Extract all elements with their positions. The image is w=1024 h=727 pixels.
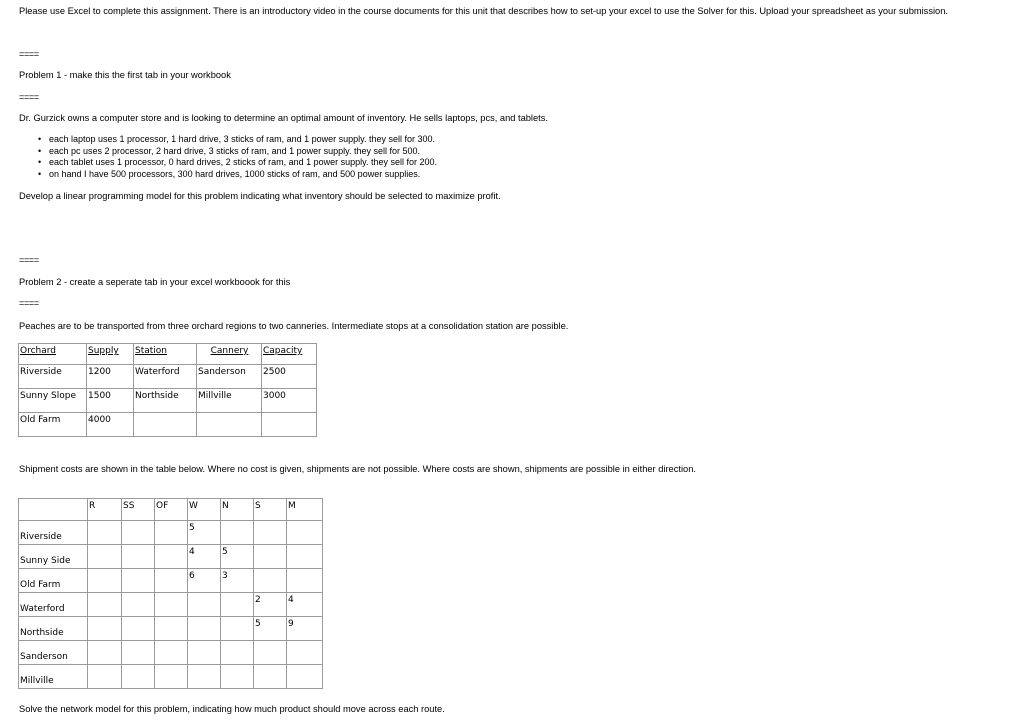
table-cell bbox=[188, 593, 221, 617]
table-cell: Sanderson bbox=[197, 365, 262, 389]
problem2-task: Solve the network model for this problem, indicating how much product should move across each route. bbox=[19, 704, 445, 714]
table-cell bbox=[88, 641, 122, 665]
table-cell bbox=[155, 665, 188, 689]
header-cell: R bbox=[88, 499, 122, 521]
header-cell: S bbox=[254, 499, 287, 521]
table-cell bbox=[287, 545, 323, 569]
table-cell: 5 bbox=[254, 617, 287, 641]
header-cell: SS bbox=[122, 499, 155, 521]
table-cell: Northside bbox=[134, 389, 197, 413]
table-cell: 9 bbox=[287, 617, 323, 641]
table-cell: 5 bbox=[221, 545, 254, 569]
table-cell: Sunny Side bbox=[19, 545, 88, 569]
table-cell bbox=[88, 665, 122, 689]
table-cell bbox=[122, 545, 155, 569]
table-cell bbox=[287, 569, 323, 593]
table-cell: Millville bbox=[19, 665, 88, 689]
table-cell: Old Farm bbox=[19, 569, 88, 593]
table-cell bbox=[155, 569, 188, 593]
table-row bbox=[19, 365, 317, 389]
table-cell: Waterford bbox=[134, 365, 197, 389]
list-item: • on hand I have 500 processors, 300 hard drives, 1000 sticks of ram, and 500 power supplies. bbox=[38, 169, 437, 181]
table-cell bbox=[254, 521, 287, 545]
table-cell: 4 bbox=[287, 593, 323, 617]
table-cell bbox=[155, 593, 188, 617]
header-cell: Supply bbox=[87, 344, 134, 365]
table-cell bbox=[88, 617, 122, 641]
table-cell bbox=[88, 521, 122, 545]
table-row bbox=[19, 617, 323, 641]
table-cell bbox=[262, 413, 317, 437]
table-cell bbox=[221, 593, 254, 617]
table-cell: Waterford bbox=[19, 593, 88, 617]
list-item: • each laptop uses 1 processor, 1 hard drive, 3 sticks of ram, and 1 power supply. they sell for 300. bbox=[38, 134, 437, 146]
table-cell: Northside bbox=[19, 617, 88, 641]
table-cell bbox=[155, 545, 188, 569]
header-cell: Capacity bbox=[262, 344, 317, 365]
table-cell bbox=[122, 569, 155, 593]
header-cell: OF bbox=[155, 499, 188, 521]
table-cell bbox=[188, 617, 221, 641]
table-cell bbox=[122, 641, 155, 665]
header-cell: N bbox=[221, 499, 254, 521]
table-cell bbox=[287, 521, 323, 545]
table-cell: 1500 bbox=[87, 389, 134, 413]
table-cell: Sunny Slope bbox=[19, 389, 87, 413]
problem1-description: Dr. Gurzick owns a computer store and is looking to determine an optimal amount of inventory. He sells laptops, pcs, and tablets. bbox=[19, 113, 548, 123]
table-row bbox=[19, 569, 323, 593]
table-cell bbox=[155, 641, 188, 665]
problem1-task: Develop a linear programming model for this problem indicating what inventory should be selected to maximize profit. bbox=[19, 191, 501, 201]
table-row bbox=[19, 413, 317, 437]
table-cell: 3 bbox=[221, 569, 254, 593]
table-cell bbox=[221, 641, 254, 665]
assignment-instructions: Please use Excel to complete this assignment. There is an introductory video in the course documents for this unit that describes how to set-up your excel to use the Solver for this. Upload your spreadsheet as your submission. bbox=[19, 6, 948, 16]
table-row bbox=[19, 389, 317, 413]
list-item: • each tablet uses 1 processor, 0 hard drives, 2 sticks of ram, and 1 power supply. they sell for 200. bbox=[38, 157, 437, 169]
table-row bbox=[19, 593, 323, 617]
table-header-row bbox=[19, 499, 323, 521]
header-cell: Cannery bbox=[197, 344, 262, 365]
table-row bbox=[19, 641, 323, 665]
table-cell: Sanderson bbox=[19, 641, 88, 665]
table-cell bbox=[188, 641, 221, 665]
table-header-row bbox=[19, 344, 317, 365]
table-cell: Riverside bbox=[19, 521, 88, 545]
table-cell bbox=[254, 641, 287, 665]
table-cell bbox=[134, 413, 197, 437]
table-cell: 4 bbox=[188, 545, 221, 569]
separator: ==== bbox=[19, 92, 39, 102]
table-cell: 2 bbox=[254, 593, 287, 617]
table-cell bbox=[122, 665, 155, 689]
table-cell: 4000 bbox=[87, 413, 134, 437]
separator: ==== bbox=[19, 298, 39, 308]
table-cell: 6 bbox=[188, 569, 221, 593]
table-cell bbox=[197, 413, 262, 437]
supply-capacity-table bbox=[18, 343, 317, 437]
table-cell: Old Farm bbox=[19, 413, 87, 437]
table-cell bbox=[122, 593, 155, 617]
table-cell bbox=[155, 617, 188, 641]
table-cell bbox=[88, 593, 122, 617]
table-cell: 3000 bbox=[262, 389, 317, 413]
header-cell: M bbox=[287, 499, 323, 521]
header-cell: Orchard bbox=[19, 344, 87, 365]
table-cell bbox=[221, 521, 254, 545]
table-cell bbox=[287, 665, 323, 689]
header-cell: Station bbox=[134, 344, 197, 365]
problem1-heading: Problem 1 - make this the first tab in your workbook bbox=[19, 70, 231, 80]
table-cell bbox=[155, 521, 188, 545]
table-cell bbox=[254, 665, 287, 689]
problem2-heading: Problem 2 - create a seperate tab in your excel workboook for this bbox=[19, 277, 291, 287]
table-cell bbox=[221, 617, 254, 641]
table-cell bbox=[221, 665, 254, 689]
table-cell: Millville bbox=[197, 389, 262, 413]
problem2-description: Peaches are to be transported from three orchard regions to two canneries. Intermediate stops at a consolidation station are possible. bbox=[19, 321, 569, 331]
table-cell: 2500 bbox=[262, 365, 317, 389]
table-cell bbox=[254, 545, 287, 569]
table-cell: Riverside bbox=[19, 365, 87, 389]
table-cell bbox=[188, 665, 221, 689]
table-cell bbox=[122, 521, 155, 545]
table-cell: 1200 bbox=[87, 365, 134, 389]
table-cell: 5 bbox=[188, 521, 221, 545]
shipment-cost-note: Shipment costs are shown in the table below. Where no cost is given, shipments are not possible. Where costs are shown, shipments are possible in either direction. bbox=[19, 464, 696, 474]
header-cell bbox=[19, 499, 88, 521]
table-cell bbox=[122, 617, 155, 641]
table-row bbox=[19, 545, 323, 569]
table-cell bbox=[254, 569, 287, 593]
shipment-cost-table bbox=[18, 498, 323, 689]
table-cell bbox=[287, 641, 323, 665]
problem1-bullet-list bbox=[38, 134, 437, 180]
separator: ==== bbox=[19, 255, 39, 265]
table-row bbox=[19, 521, 323, 545]
table-cell bbox=[88, 569, 122, 593]
table-cell bbox=[88, 545, 122, 569]
header-cell: W bbox=[188, 499, 221, 521]
list-item: • each pc uses 2 processor, 2 hard drive, 3 sticks of ram, and 1 power supply. they sell for 500. bbox=[38, 146, 437, 158]
separator: ==== bbox=[19, 49, 39, 59]
table-row bbox=[19, 665, 323, 689]
